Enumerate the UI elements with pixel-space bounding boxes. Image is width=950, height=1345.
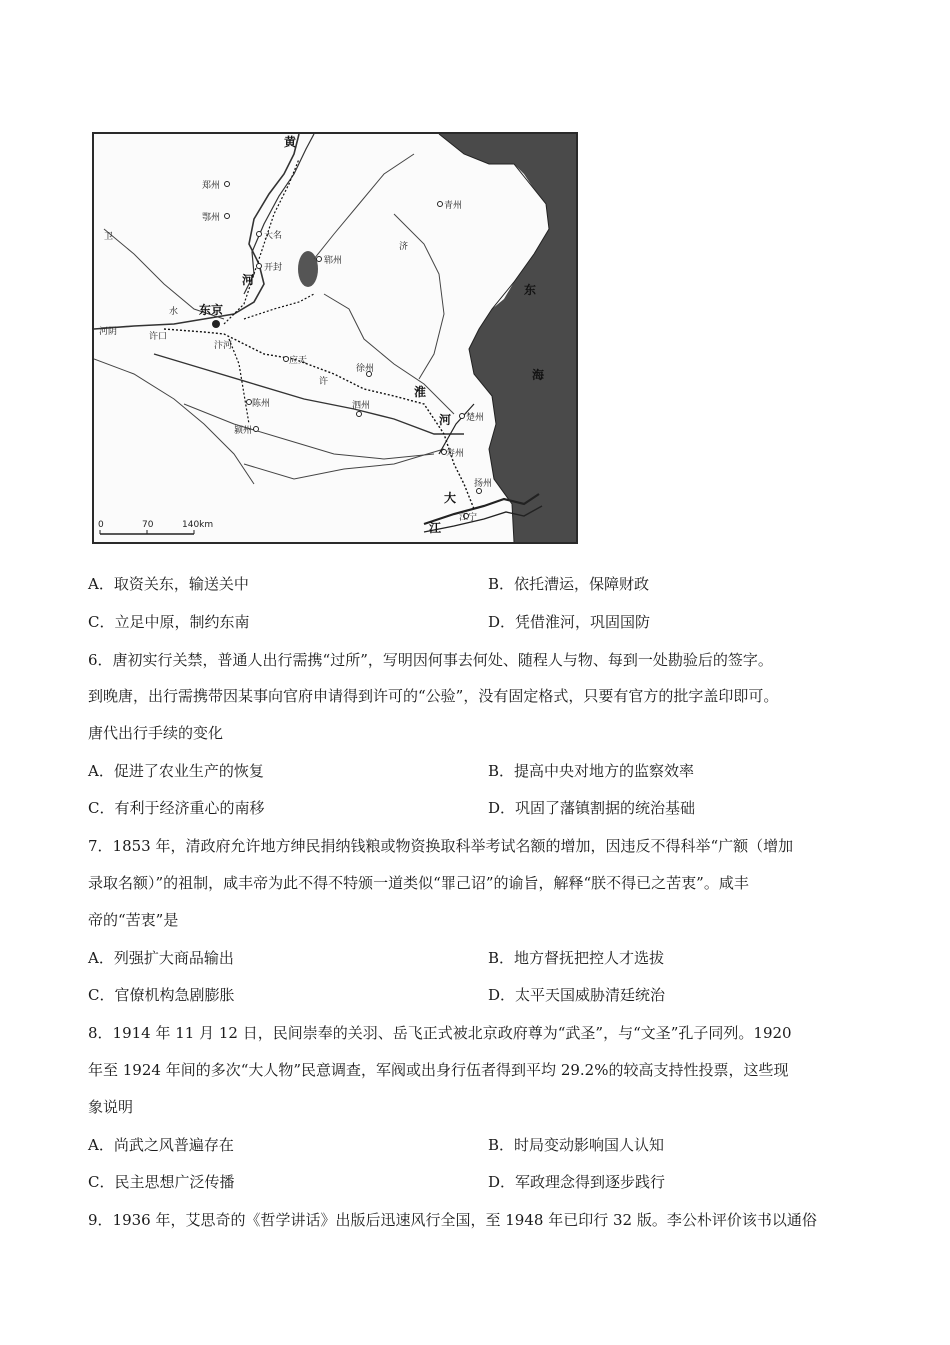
label-yangzhou: 扬州 [474,479,493,489]
q6-option-d: D．巩固了藩镇割据的统治基础 [488,799,696,817]
canal-ne [244,294,314,319]
q7-stem-line3: 帝的“苦衷”是 [88,911,179,929]
label-jiangning: 江宁 [459,513,478,523]
label-qingzhou: 青州 [444,201,463,211]
bian-canal [164,329,474,509]
q8-option-b: B．时局变动影响国人认知 [488,1136,665,1154]
label-bianhe: 汴河 [214,341,233,351]
label-shui: 水 [169,307,179,317]
label-ezhou: 鄂州 [202,213,221,223]
label-da: 大 [444,491,457,505]
label-kaifeng: 开封 [264,263,283,273]
label-he-1: 河 [242,273,255,287]
q7-stem-line2: 录取名额）”的祖制，咸丰帝为此不得不特颁一道类似“罪己诏”的谕旨，解释“朕不得已之苦衷”。咸丰 [88,874,749,892]
q5-option-d: D．凭借淮河，巩固国防 [488,613,651,631]
q9-stem-line1: 9．1936 年，艾思奇的《哲学讲话》出版后迅速风行全国，至 1948 年已印行 32 版。李公朴评价该书以通俗 [88,1211,817,1229]
q8-stem-line1: 8．1914 年 11 月 12 日，民间崇奉的关羽、岳飞正式被北京政府尊为“武圣”，与“文圣”孔子同列。1920 [88,1024,792,1042]
label-jiang: 江 [429,521,442,535]
q6-stem-line3: 唐代出行手续的变化 [88,724,224,742]
q8-stem-line2: 年至 1924 年间的多次“大人物”民意调查，军阀或出身行伍者得到平均 29.2%的较高支持性投票，这些现 [88,1061,789,1079]
label-wei: 卫 [104,232,114,242]
label-ji: 济 [399,242,409,252]
label-shouzhou: 寿州 [446,449,465,459]
q6-option-a: A．促进了农业生产的恢复 [88,762,264,780]
q7-stem-line1: 7．1853 年，清政府允许地方绅民捐纳钱粮或物资换取科举考试名额的增加，因违反不得科举“广额（增加 [88,837,794,855]
label-huang-1: 黄 [284,135,297,149]
river-4 [394,214,444,379]
scale-mid: 70 [142,520,154,530]
river-5 [94,359,254,484]
label-chenzhou: 陈州 [252,399,271,409]
scale-zero: 0 [98,520,104,530]
q5-option-b: B．依托漕运，保障财政 [488,575,650,593]
label-xuzhou: 徐州 [356,364,375,374]
label-yingtian: 应天 [289,356,308,366]
label-chuzhou: 楚州 [466,413,485,423]
label-damin: 大名 [264,231,283,241]
q7-option-a: A．列强扩大商品输出 [88,949,234,967]
q7-option-b: B．地方督抚把控人才选拔 [488,949,665,967]
label-huai-2: 河 [439,413,452,427]
label-dong: 东 [524,283,537,297]
label-sizhou: 泗州 [352,401,371,411]
q7-option-c: C．官僚机构急剧膨胀 [88,986,235,1004]
label-kou: 许口 [149,332,168,342]
river-7 [244,449,444,479]
q5-option-a: A．取资关东，输送关中 [88,575,249,593]
q6-stem-line1: 6．唐初实行关禁，普通人出行需携“过所”，写明因何事去何处、随程人与物、每到一处勘验后的签字。 [88,651,773,669]
scale-bar [98,520,213,534]
sea-area [439,134,576,542]
label-hai: 海 [532,368,545,382]
q8-option-a: A．尚武之风普遍存在 [88,1136,234,1154]
q8-option-c: C．民主思想广泛传播 [88,1173,235,1191]
q8-option-d: D．军政理念得到逐步践行 [488,1173,666,1191]
label-heyin: 河阴 [99,327,118,337]
q8-stem-line3: 象说明 [88,1098,134,1116]
q6-option-b: B．提高中央对地方的监察效率 [488,762,695,780]
q5-option-c: C．立足中原，制约东南 [88,613,250,631]
lake [298,251,318,287]
label-xu: 许 [319,377,329,387]
canal-link [439,404,474,454]
label-yunzhou: 郓州 [324,256,343,266]
label-huai-1: 淮 [414,385,427,399]
q6-option-c: C．有利于经济重心的南移 [88,799,265,817]
label-dongjing: 东京 [199,303,224,317]
q7-option-d: D．太平天国威胁清廷统治 [488,986,666,1004]
label-yingzhou: 颍州 [234,426,253,436]
map-drawing [94,134,576,542]
q6-stem-line2: 到晚唐，出行需携带因某事向官府申请得到许可的“公验”，没有固定格式，只要有官方的批字盖印即可。 [88,687,779,705]
historical-map [92,132,578,544]
capital-marker [212,320,220,328]
label-zhengzhou: 郑州 [202,181,221,191]
river-6 [184,404,434,459]
scale-end: 140km [182,520,214,530]
